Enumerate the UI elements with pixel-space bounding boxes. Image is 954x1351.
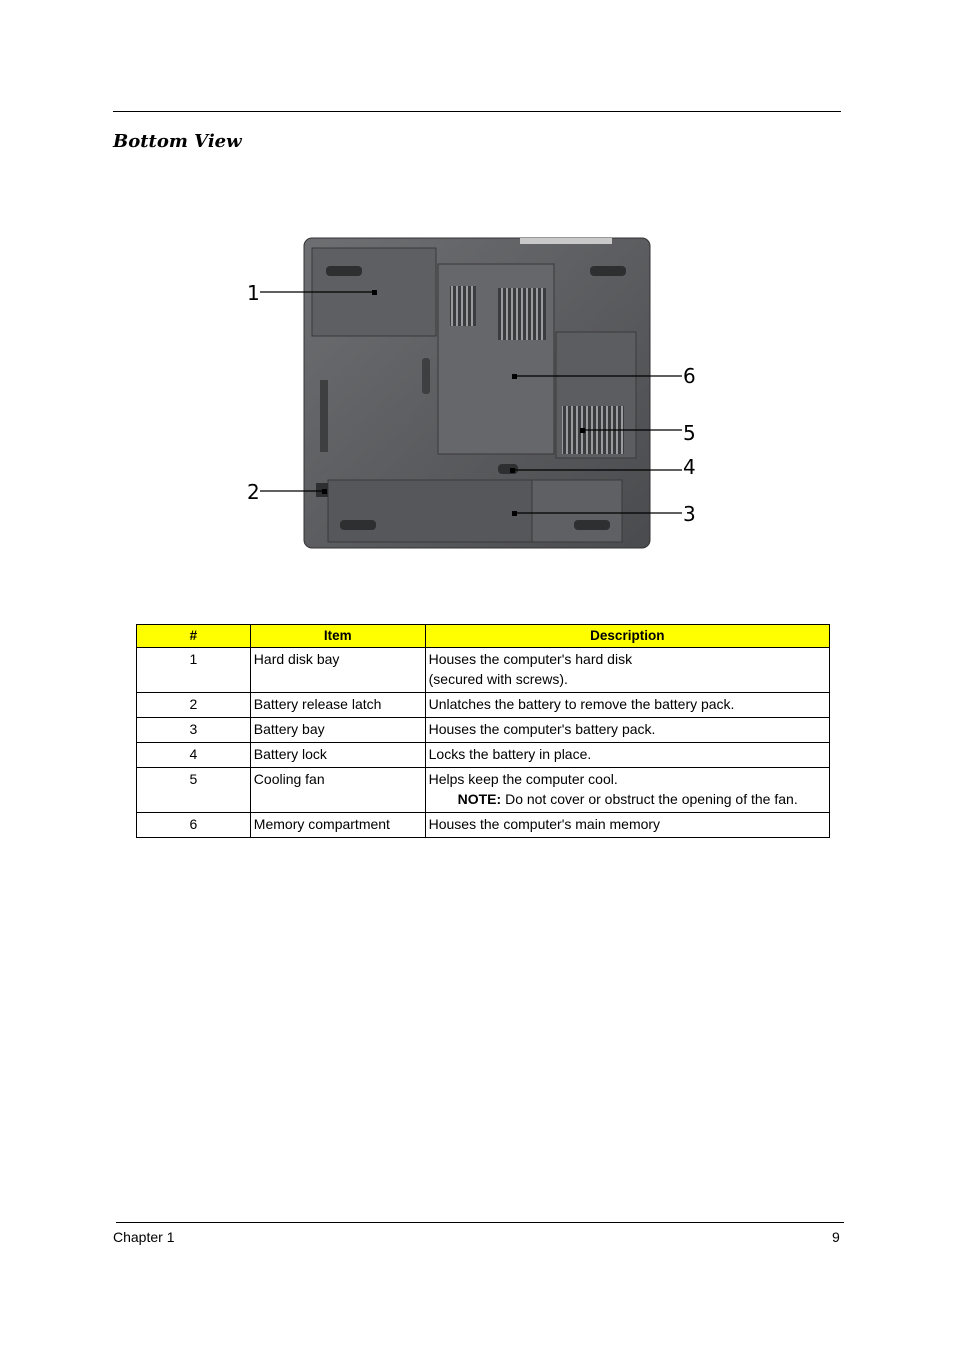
- top-rule: [113, 111, 841, 112]
- footer-rule: [116, 1222, 844, 1223]
- row-description: [425, 718, 829, 743]
- description-line: Helps keep the computer cool.: [428, 771, 618, 787]
- row-number: 2: [137, 693, 251, 718]
- footer-chapter: Chapter 1: [113, 1229, 175, 1245]
- table-row: [137, 768, 830, 813]
- note-label: NOTE:: [457, 791, 502, 807]
- laptop-bottom-illustration: [240, 228, 710, 563]
- row-number: 4: [137, 743, 251, 768]
- description-line: Locks the battery in place.: [428, 746, 592, 762]
- callout-4: 4: [683, 455, 696, 479]
- description-line: Unlatches the battery to remove the battery pack.: [428, 696, 735, 712]
- laptop-bottom-figure: [240, 228, 710, 563]
- section-title: Bottom View: [113, 131, 242, 152]
- row-description: [425, 768, 829, 813]
- description-line: Houses the computer's battery pack.: [428, 721, 656, 737]
- description-line: Houses the computer's hard disk: [428, 651, 633, 667]
- row-description: [425, 693, 829, 718]
- row-description: [425, 648, 829, 693]
- footer-page-number: 9: [832, 1229, 840, 1245]
- table-row: [137, 813, 830, 838]
- callout-3: 3: [683, 502, 696, 526]
- callout-2: 2: [247, 480, 260, 504]
- row-description: [425, 743, 829, 768]
- row-number: 1: [137, 648, 251, 693]
- component-table: [136, 624, 830, 838]
- table-header-row: [137, 625, 830, 648]
- table-row: [137, 693, 830, 718]
- description-line: Houses the computer's main memory: [428, 816, 661, 832]
- header-description: Description: [425, 625, 829, 648]
- note-line: [429, 789, 826, 809]
- row-description: [425, 813, 829, 838]
- callout-6: 6: [683, 364, 696, 388]
- row-number: 3: [137, 718, 251, 743]
- header-number: #: [137, 625, 251, 648]
- row-item: Memory compartment: [250, 813, 425, 838]
- row-item: Battery lock: [250, 743, 425, 768]
- callout-1: 1: [247, 281, 260, 305]
- row-number: 6: [137, 813, 251, 838]
- row-number: 5: [137, 768, 251, 813]
- table-row: [137, 648, 830, 693]
- description-line: (secured with screws).: [428, 671, 568, 687]
- row-item: Cooling fan: [250, 768, 425, 813]
- header-item: Item: [250, 625, 425, 648]
- table-row: [137, 743, 830, 768]
- table-row: [137, 718, 830, 743]
- callout-5: 5: [683, 421, 696, 445]
- row-item: Battery bay: [250, 718, 425, 743]
- row-item: Battery release latch: [250, 693, 425, 718]
- note-text: Do not cover or obstruct the opening of the fan.: [505, 791, 798, 807]
- row-item: Hard disk bay: [250, 648, 425, 693]
